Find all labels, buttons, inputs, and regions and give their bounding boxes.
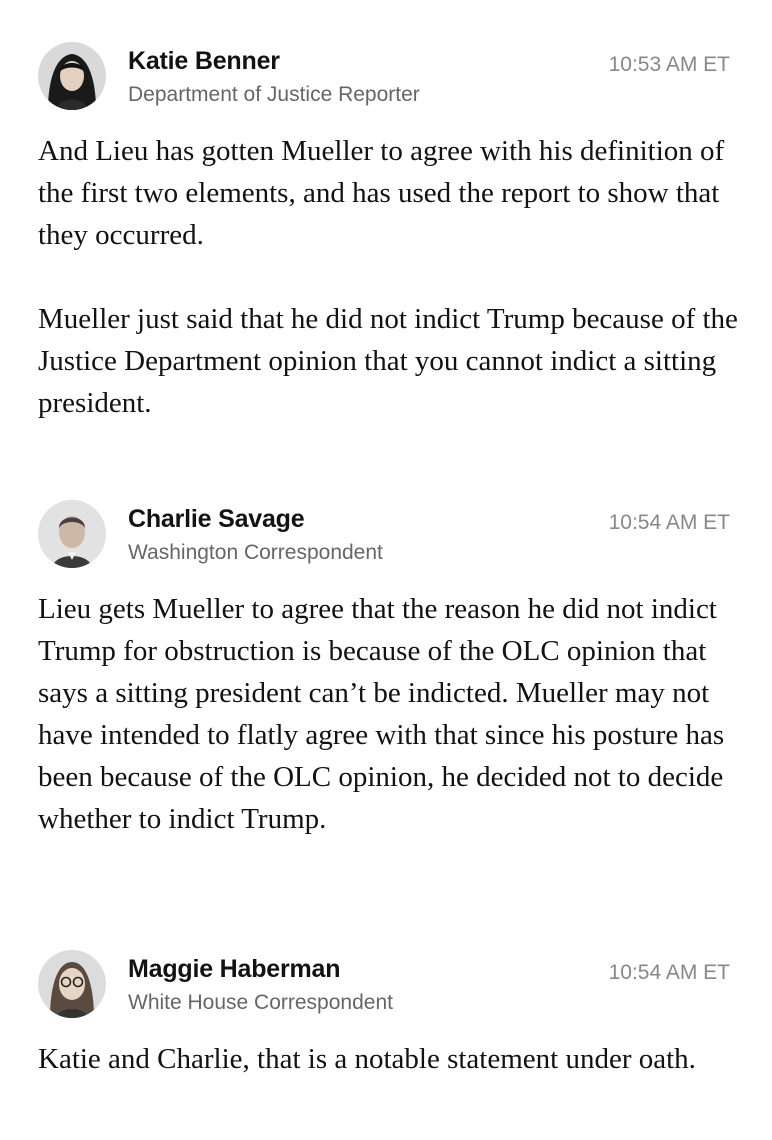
post-paragraph: Mueller just said that he did not indict Trump because of the Justice Department opinion that you cannot indict a sitting president.: [38, 303, 738, 419]
author-title: Department of Justice Reporter: [128, 83, 420, 106]
author-title: White House Correspondent: [128, 991, 393, 1014]
live-post: [0, 42, 772, 419]
author-avatar[interactable]: [38, 42, 106, 110]
author-avatar[interactable]: [38, 500, 106, 568]
author-name[interactable]: Maggie Haberman: [128, 955, 341, 983]
post-paragraph: Lieu gets Mueller to agree that the reason he did not indict Trump for obstruction is because of the OLC opinion that says a sitting president can’t be indicted. Mueller may not have intended to flatly agree with that since his posture has been because of the OLC opinion, he decided not to decide whether to indict Trump.: [38, 593, 725, 835]
post-timestamp[interactable]: 10:54 AM ET: [608, 961, 730, 984]
post-timestamp[interactable]: 10:54 AM ET: [608, 511, 730, 534]
post-header: [0, 950, 772, 1034]
author-name[interactable]: Katie Benner: [128, 47, 280, 75]
post-timestamp[interactable]: 10:53 AM ET: [608, 53, 730, 76]
author-name[interactable]: Charlie Savage: [128, 505, 305, 533]
live-post: [0, 500, 772, 835]
post-body: [38, 1038, 738, 1080]
avatar-photo-icon: [38, 950, 106, 1018]
post-paragraph: Katie and Charlie, that is a notable statement under oath.: [38, 1043, 696, 1075]
post-header: [0, 500, 772, 584]
author-avatar[interactable]: [38, 950, 106, 1018]
post-header: [0, 42, 772, 126]
author-title: Washington Correspondent: [128, 541, 383, 564]
post-body: [38, 130, 738, 424]
post-body: [38, 588, 738, 840]
avatar-photo-icon: [38, 500, 106, 568]
live-post: [0, 950, 772, 1075]
post-paragraph: And Lieu has gotten Mueller to agree with his definition of the first two elements, and has used the report to show that they occurred.: [38, 135, 725, 251]
avatar-photo-icon: [38, 42, 106, 110]
